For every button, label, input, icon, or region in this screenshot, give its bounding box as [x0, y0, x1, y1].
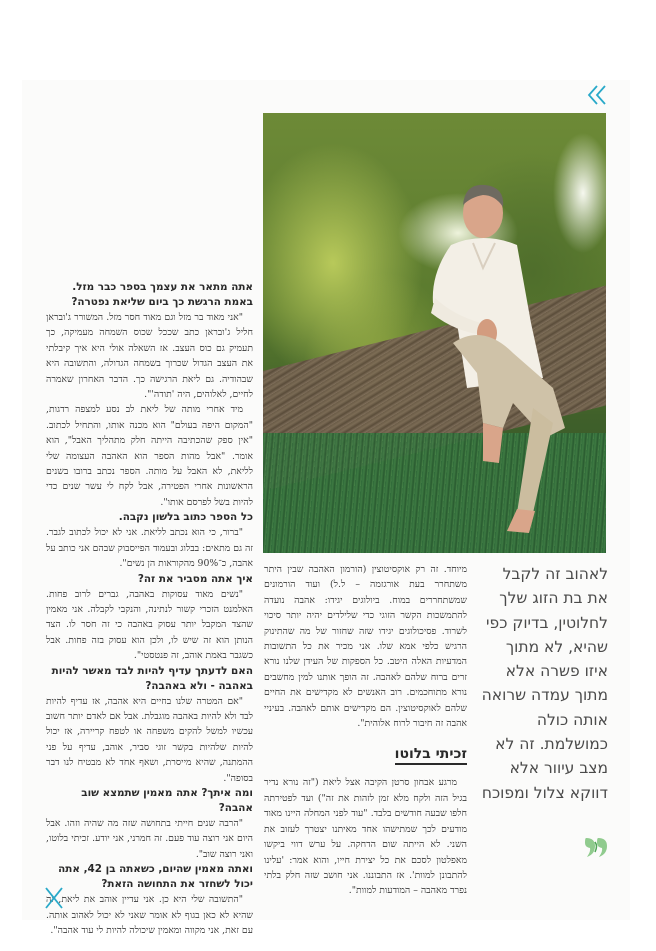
interview-question: האם לדעתך עדיף להיות לבד מאשר להיות באהבה - ולא באהבה?	[51, 664, 253, 692]
person-figure	[413, 173, 573, 543]
portrait-photo	[263, 113, 606, 553]
article-end-x-icon	[44, 886, 64, 910]
interview-question: ואתה מאמין שהיום, כשאתה בן 42, אתה יכול לשחזר את התחושה הזאת?	[58, 863, 253, 891]
interview-answer: "התשובה שלי היא כן. אני עדיין אוהב את ליאת, זה שהיא לא כאן בגוף לא אומר שאני לא יכול לאהוב אותה. עם זאת, אני מקווה ומאמין שיכולה להיות לי עוד אהבה".	[46, 894, 253, 936]
middle-article-column	[264, 562, 467, 899]
pull-quote: לאהוב זה לקבל את בת הזוג שלך לחלוטין, בדיוק כפי שהיא, לא מתוך איזו פשרה אלא מתוך עמדה שרואה אותה כולה כמושלמת. זה לא מצב עיוור אלא דווקא צלול ומפוכח	[481, 565, 608, 802]
interview-question: אתה מתאר את עצמך בספר כבר מזל. באמת הרגשת כך ביום שליאת נפטרה?	[71, 281, 253, 308]
interview-question: כל הספר כתוב בלשון נקבה.	[118, 511, 253, 524]
interview-answer: "אם המטרה שלנו בחיים היא אהבה, אז עדיף להיות לבד ולא להיות באהבה מוגבלת. אבל אם לאדם יותר חשוב עכשיו למשל להקים משפחה או לטפח קריירה, אז יכול להיות שלהיות בקשר זוגי סביר, אוהב, עדיף על פני ההמתנה, שהיא מייסרת, ושאף אחד לא מבטיח לנו דבר בסופה".	[46, 695, 253, 784]
interview-question: ומה איתך? אתה מאמין שתמצא שוב אהבה?	[81, 786, 253, 814]
closing-quote-icon	[583, 836, 609, 858]
article-paragraph: מיוחד. זה רק אוקסיטוצין (הורמון האהבה שבין היתר משתחרר בעת אורגזמה – ל.ל) ועוד הורמונים שמשתחררים במוח. ביולוגים יגידו: אהבה נועדה להתמשכות הקשר הזוגי כדי שלילדים יהיה יותר סיכוי לשרוד. פסיכולוגים יגידו שזה שחזור של מה שהתינוק הרגיש כלפי אמא שלו. אני מכיר את כל התשובות המדעיות האלה היטב. כל הספקות של העידן שלנו נורא זרים ברוח שלהם לאהבה. זה הופך אותנו למין מחשבים נורא מתוחכמים. רוב האנשים לא מקדישים את החיים שלהם לאוקסיטוצין. הם מקדישים אותם לאהבה. בעיניי אהבה זה חיבור לרוח אלוהית".	[264, 564, 467, 730]
double-chevron-left-icon[interactable]	[586, 83, 610, 107]
left-article-column	[46, 280, 253, 938]
interview-answer: "ברור, כי הוא נכתב לליאת. אני לא יכול לכתוב לגבר. זה גם מתאים: בבלוג ובעמוד הפייסבוק שבהם אני כותב על אהבה, כ־90% מהקוראות הן נשים".	[46, 527, 253, 570]
interview-answer: "נשים מאוד עסוקות באהבה, גברים לרוב פחות. האלמנט הזכרי קשור לנתינה, והנקבי לקבלה. אני מאמין שהצד המקבל יותר עסוק באהבה כי זה חסר לו. הצד הנותן הוא זה שיש לו, ולכן הוא עסוק בזה פחות. אבל כשגבר באמת אוהב, זה פנטסטי".	[46, 588, 253, 662]
interview-question: איך אתה מסביר את זה?	[137, 572, 253, 585]
article-paragraph: מרגע אבחון סרטן הקיבה אצל ליאת ("זה נורא נדיר בגיל הזה ולקח מלא זמן לזהות את זה") ועד לפטירתה חלפו שבעה חודשים בלבד. "עוד לפני המחלה היינו מאוד מודעים לכך שמתישהו אחד מאיתנו יצטרך לעזוב את השני. לא הייתה שום הדחקה. על ערש דווי ביקשו מאפלטון לסכם את כל יצירת חייו, והוא אמר: 'עלינו להתבונן למוות'. אז התבוננו. אני חושב שזה חלק בלתי נפרד מאהבה – המודעות למוות".	[264, 777, 467, 897]
interview-answer: "הרבה שנים חייתי בתחושה שזה מה שהיה וזהו. אבל היום אני רוצה עוד פעם. זה חמרני, אני יודע. זכיתי בלוטו, ואני רוצה שוב".	[46, 817, 253, 860]
interview-answer: "אני מאוד בר מזל וגם מאוד חסר מזל. המשורר ג'ובראן חליל ג'ובראן כתב שככל שכוס השמחה מעמיקה, כך תעמיק גם כוס העצב. אז השאלה אולי היא איך קיבלתי את העצב הגדול שכרוך בשמחה הגדולה, והתשובה היא שבהודיה. גם ליאת הרגישה כך. הדבר האחרון שאמרה לחיים, לאלוהים, היה 'תודה'".	[46, 312, 253, 401]
article-paragraph: מיד אחרי מותה של ליאת לב נסע למצפה רדגות, "המקום היפה בעולם" הוא מכנה אותו, והתחיל לכתוב. "אין ספק שהכתיבה הייתה חלק מתהליך האבל", הוא אומר. "אבל מהות הספר הוא האהבה העצומה שלי לליאת, לא האבל על מותה. הספר נכתב ברובו בשנים הראשונות אחרי הפטירה, אבל לקח לי עשר שנים כדי להיות בשל לפרסם אותו".	[46, 404, 253, 508]
section-title: זכיתי בלוטו	[395, 745, 467, 765]
